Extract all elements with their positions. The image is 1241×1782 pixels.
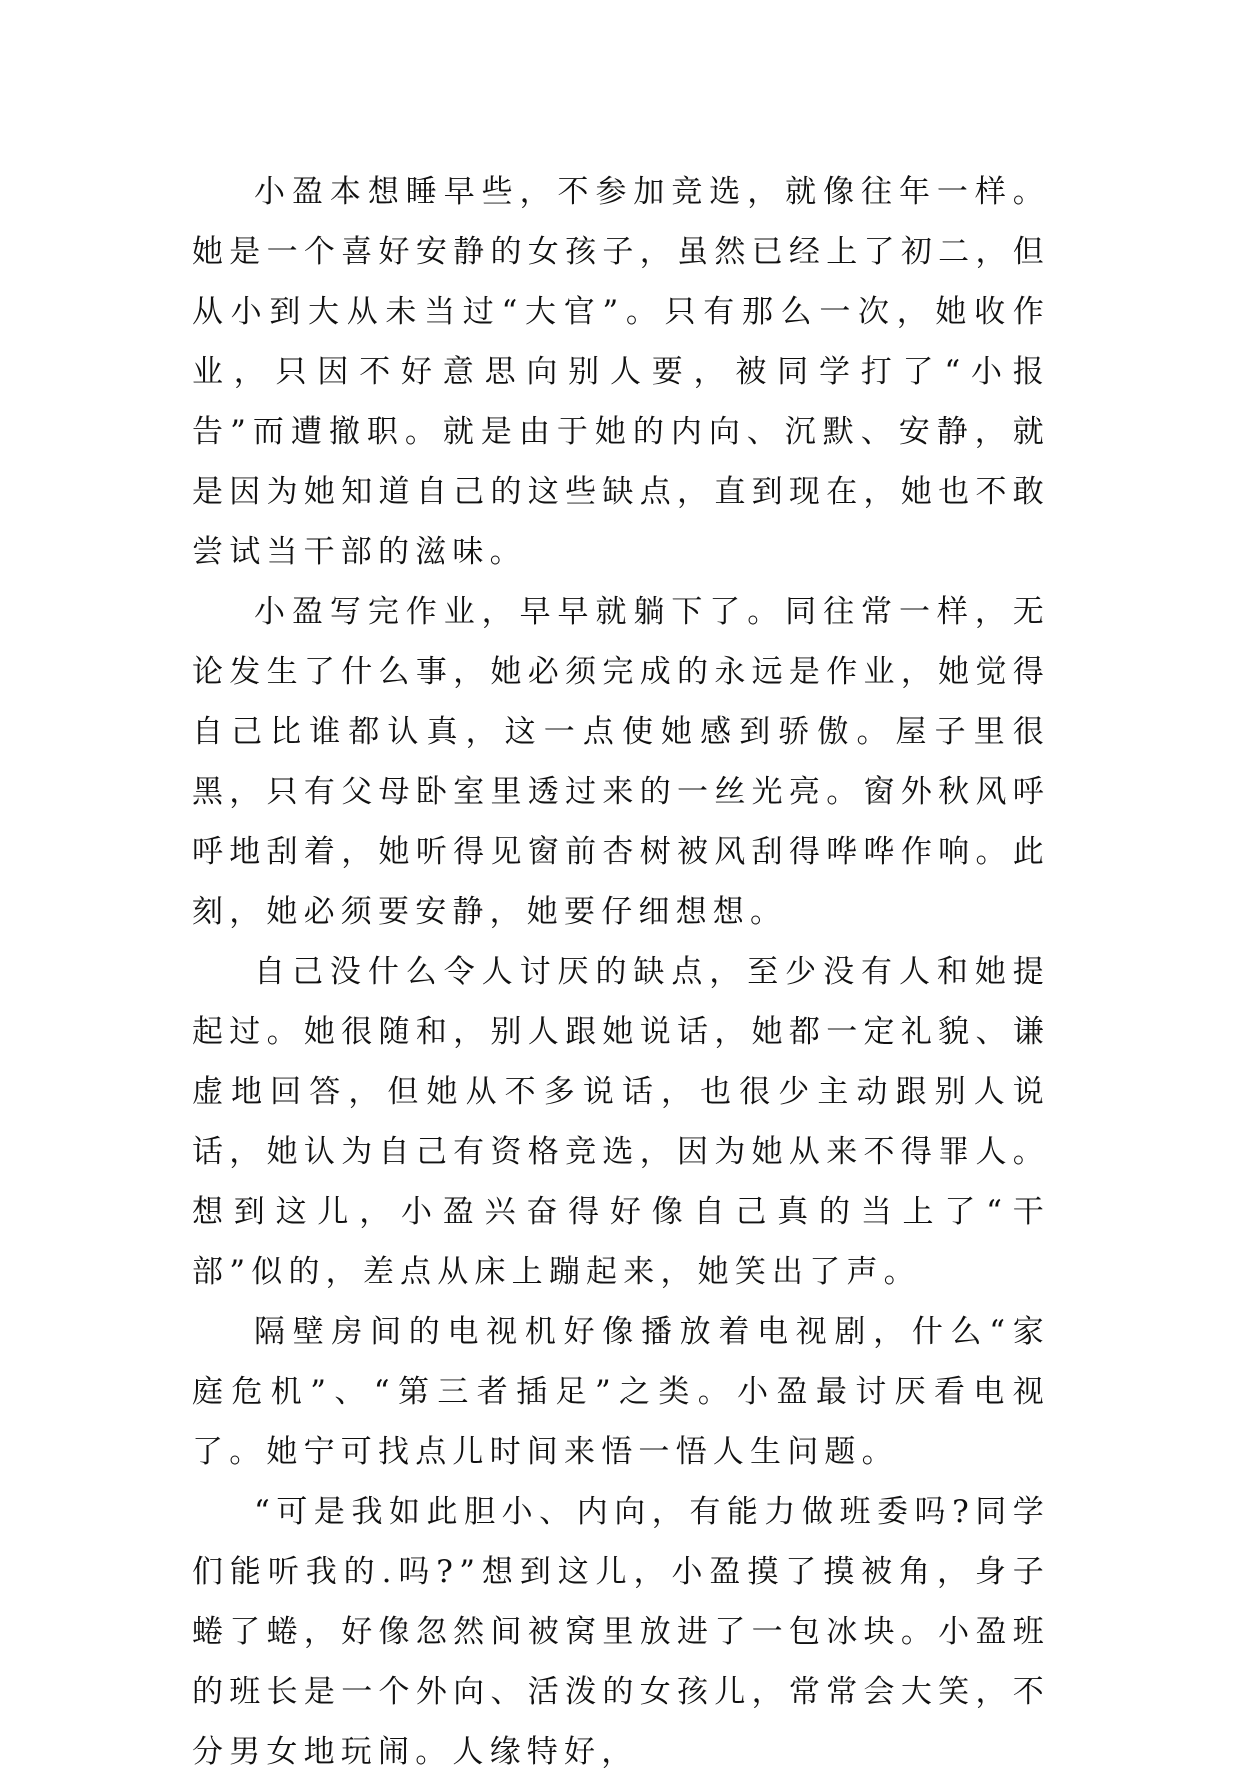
paragraph-2: 小盈写完作业，早早就躺下了。同往常一样，无论发生了什么事，她必须完成的永远是作业，她觉得自己比谁都认真，这一点使她感到骄傲。屋子里很黑，只有父母卧室里透过来的一丝光亮。窗外秋风呼呼地刮着，她听得见窗前杏树被风刮得哗哗作响。此刻，她必须要安静，她要仔细想想。 — [192, 594, 1050, 930]
paragraph-5: “可是我如此胆小、内向，有能力做班委吗?同学们能听我的.吗?”想到这儿，小盈摸了摸被角，身子蜷了蜷，好像忽然间被窝里放进了一包冰块。小盈班的班长是一个外向、活泼的女孩儿，常常会大笑，不分男女地玩闹。人缘特好， — [192, 1494, 1050, 1770]
body-text — [192, 162, 1050, 1782]
paragraph-1: 小盈本想睡早些，不参加竞选，就像往年一样。她是一个喜好安静的女孩子，虽然已经上了初二，但从小到大从未当过“大官”。只有那么一次，她收作业，只因不好意思向别人要，被同学打了“小报告”而遭撤职。就是由于她的内向、沉默、安静，就是因为她知道自己的这些缺点，直到现在，她也不敢尝试当干部的滋味。 — [192, 174, 1050, 570]
paragraph-4: 隔壁房间的电视机好像播放着电视剧，什么“家庭危机”、“第三者插足”之类。小盈最讨厌看电视了。她宁可找点儿时间来悟一悟人生问题。 — [192, 1314, 1050, 1470]
paragraph-3: 自己没什么令人讨厌的缺点，至少没有人和她提起过。她很随和，别人跟她说话，她都一定礼貌、谦虚地回答，但她从不多说话，也很少主动跟别人说话，她认为自己有资格竞选，因为她从来不得罪人。想到这儿，小盈兴奋得好像自己真的当上了“干部”似的，差点从床上蹦起来，她笑出了声。 — [192, 954, 1050, 1290]
